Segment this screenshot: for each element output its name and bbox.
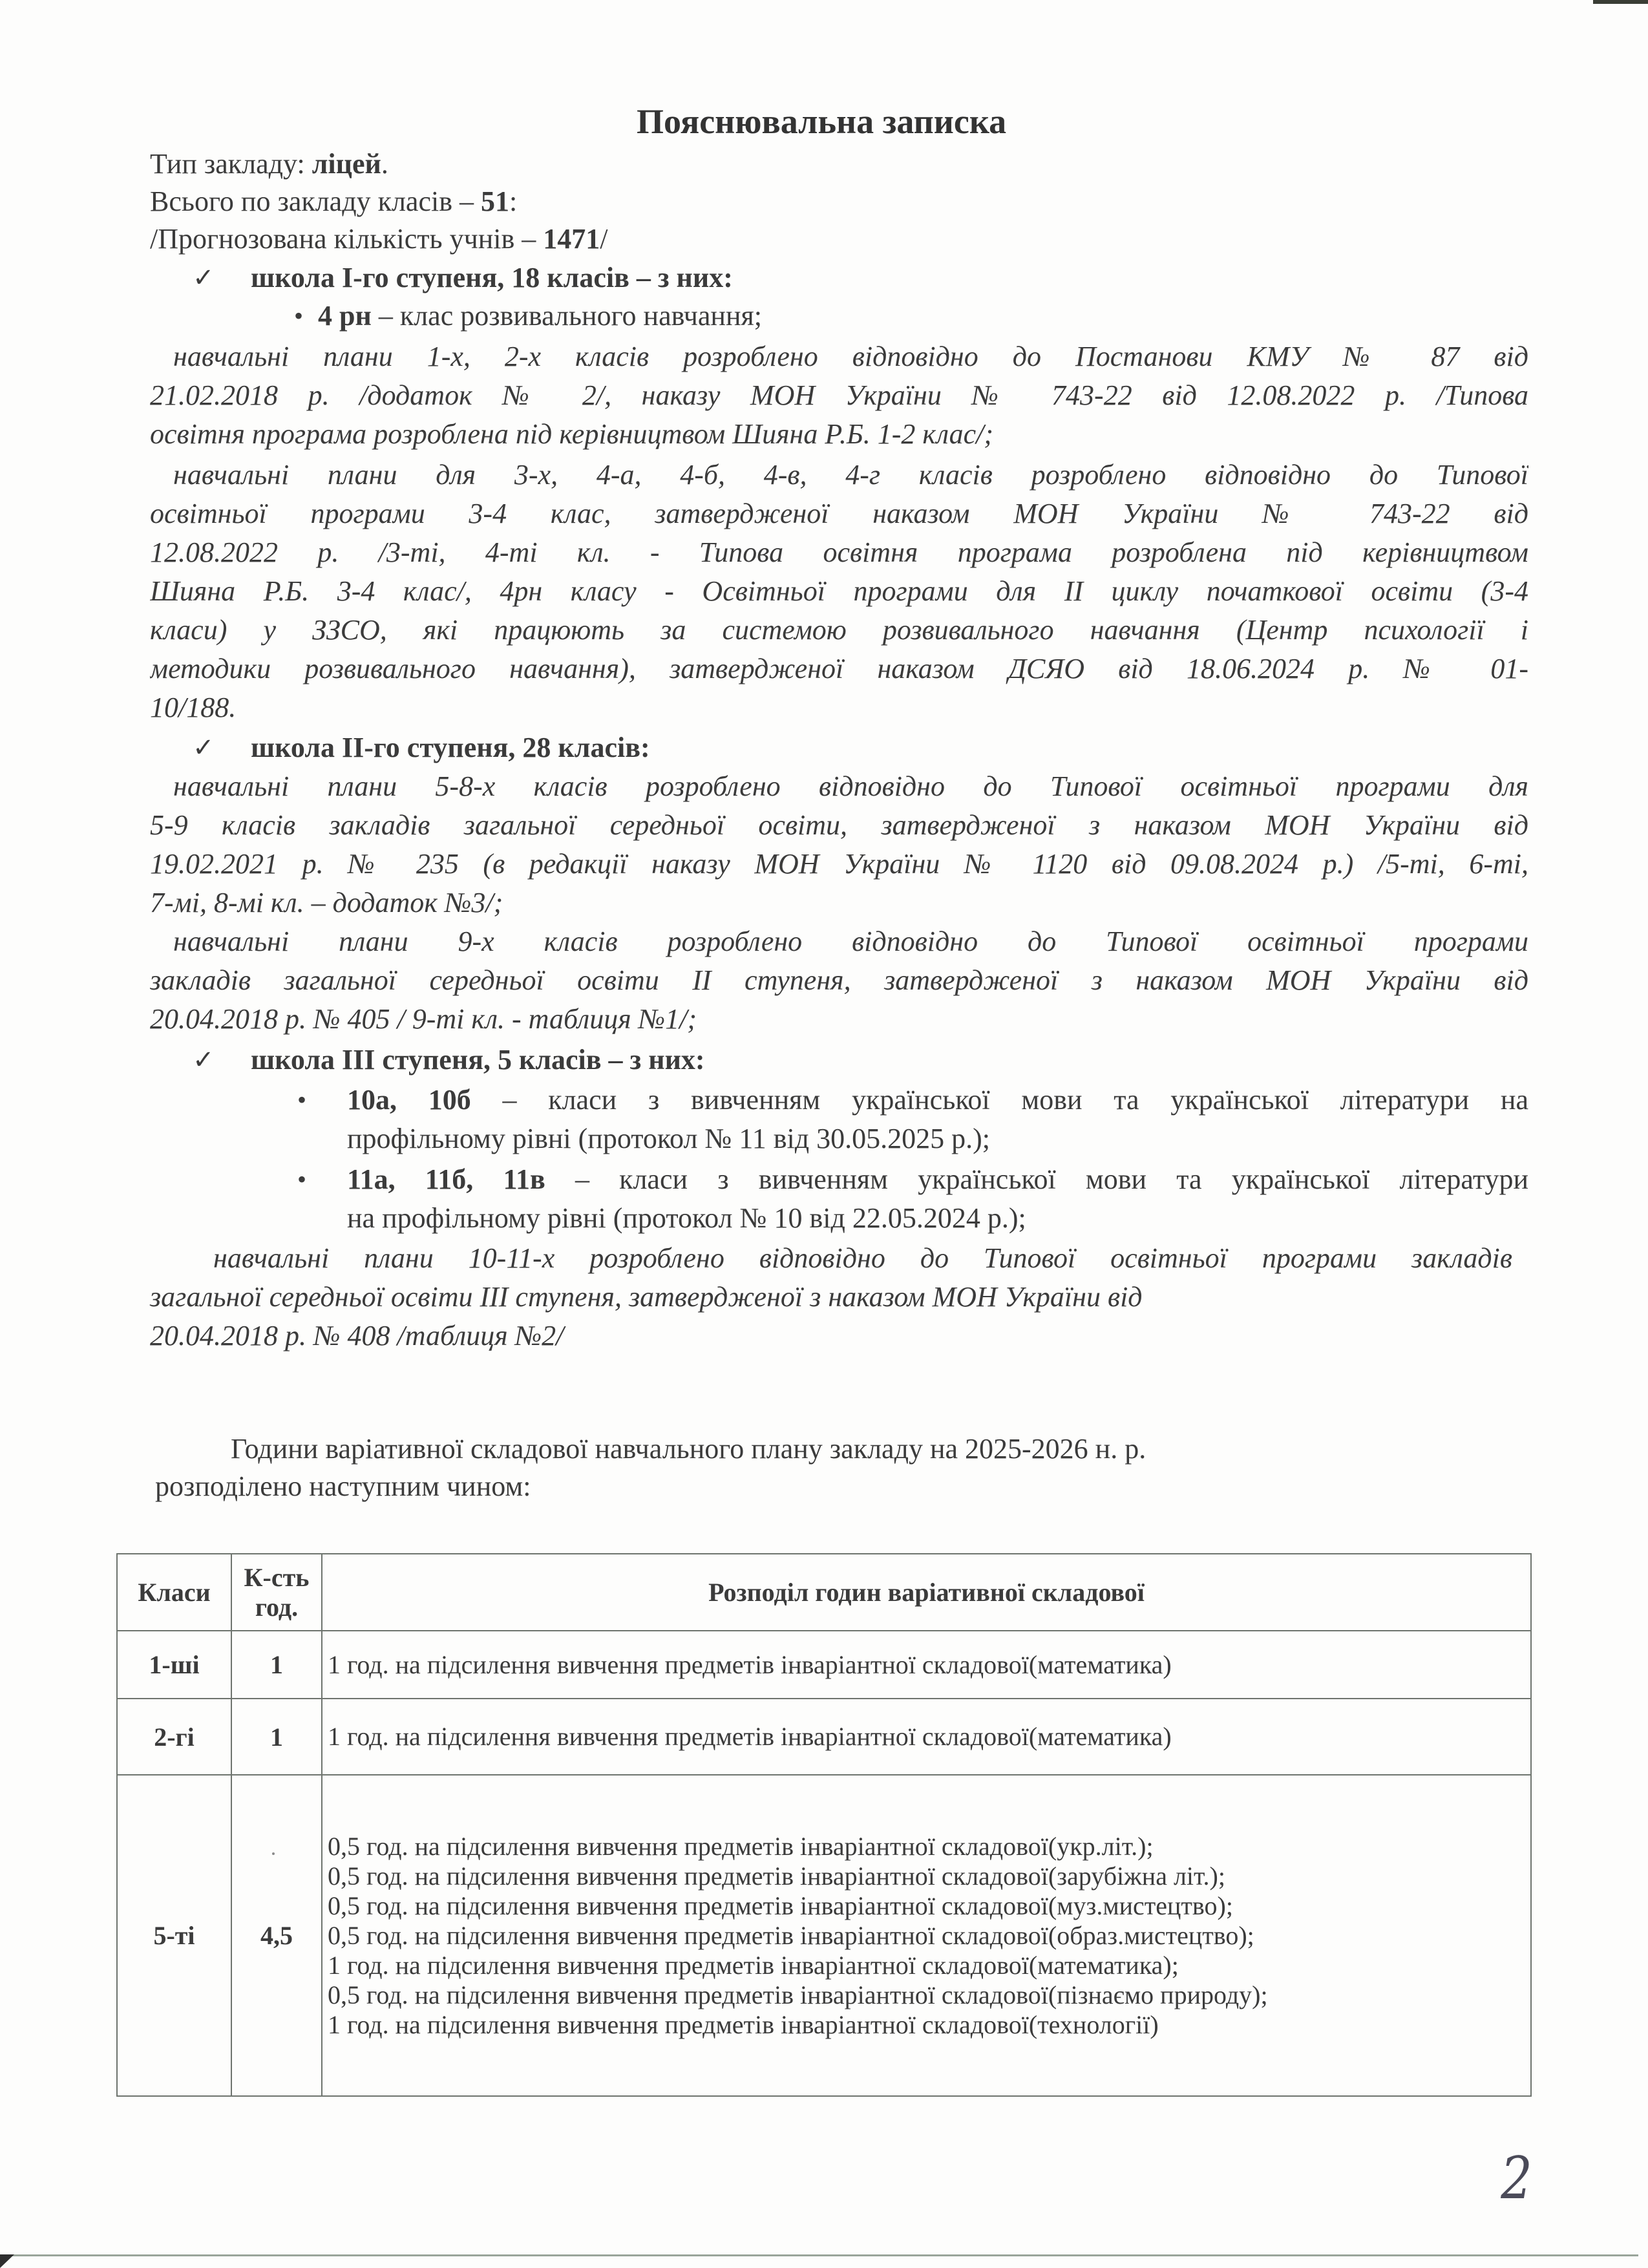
level2-p1-line-1: навчальні плани 5-8-х класів розроблено відповідно до Типової освітньої програми для bbox=[173, 770, 1528, 802]
handwritten-page-number: 2 bbox=[1501, 2145, 1532, 2212]
total-classes-value: 51 bbox=[481, 185, 509, 217]
level3-p-line-1: навчальні плани 10-11-х розроблено відповідно до Типової освітньої програми закладів bbox=[213, 1242, 1512, 1274]
distribution-line: 1 год. на підсилення вивчення предметів інваріантної складової(технології) bbox=[328, 2009, 1159, 2039]
level2-p1-line-3: 19.02.2021 р. № 235 (в редакції наказу МОН України № 1120 від 09.08.2024 р.) /5-ті, 6-ті, bbox=[150, 848, 1528, 880]
checkmark-icon: ✓ bbox=[193, 733, 215, 762]
table-row bbox=[117, 1699, 1531, 1775]
level1-heading: школа І-го ступеня, 18 класів – з них: bbox=[251, 262, 733, 293]
level2-p1-line-4: 7-мі, 8-мі кл. – додаток №3/; bbox=[150, 887, 503, 918]
distribution-line: 1 год. на підсилення вивчення предметів інваріантної складової(математика); bbox=[328, 1950, 1179, 1980]
distribution-line: 0,5 год. на підсилення вивчення предметів інваріантної складової(пізнаємо природу); bbox=[328, 1980, 1268, 2009]
variative-hours-table bbox=[116, 1553, 1532, 2097]
level3-bullet-2-line-2: на профільному рівні (протокол № 10 від 22.05.2024 р.); bbox=[347, 1202, 1026, 1234]
row-classes: 2-гі bbox=[117, 1699, 231, 1775]
level1-p2-line-5: класи) у ЗЗСО, які працюють за системою розвивального навчання (Центр психології і bbox=[150, 614, 1528, 646]
level1-p2-line-1: навчальні плани для 3-х, 4-а, 4-б, 4-в, 4-г класів розроблено відповідно до Типової bbox=[173, 459, 1528, 491]
header-hours bbox=[231, 1554, 322, 1631]
checkmark-icon: ✓ bbox=[193, 263, 215, 292]
bullet-icon: • bbox=[297, 1165, 307, 1194]
page-title: Пояснювальна записка bbox=[637, 102, 1007, 141]
scan-edge-top bbox=[1593, 0, 1648, 4]
level1-bullet-1-class: 4 рн bbox=[318, 300, 372, 332]
header-hours-line-2: год. bbox=[255, 1592, 299, 1622]
header-distribution: Розподіл годин варіативної складової bbox=[322, 1554, 1531, 1631]
table-header-row bbox=[117, 1554, 1531, 1631]
projected-students-label: /Прогнозована кількість учнів – bbox=[150, 223, 544, 255]
school-type-suffix: . bbox=[381, 148, 388, 180]
intro-line-2: розподілено наступним чином: bbox=[155, 1470, 531, 1502]
level1-p1-line-1: навчальні плани 1-х, 2-х класів розроблено відповідно до Постанови КМУ № 87 від bbox=[173, 341, 1528, 372]
projected-students-value: 1471 bbox=[543, 223, 600, 255]
level1-bullet-1 bbox=[318, 299, 762, 333]
level3-bullet-1-text: – класи з вивченням української мови та української літератури на bbox=[470, 1084, 1528, 1116]
total-classes-suffix: : bbox=[509, 185, 518, 217]
level3-bullet-2-class: 11а, 11б, 11в bbox=[347, 1163, 545, 1195]
school-type bbox=[150, 147, 388, 181]
header-classes: Класи bbox=[117, 1554, 231, 1631]
intro-line-1: Години варіативної складової навчального плану закладу на 2025-2026 н. р. bbox=[231, 1433, 1146, 1465]
level2-p2-line-1: навчальні плани 9-х класів розроблено відповідно до Типової освітньої програми bbox=[173, 926, 1528, 957]
level2-p2-line-2: закладів загальної середньої освіти ІІ ступеня, затвердженої з наказом МОН України від bbox=[150, 964, 1528, 996]
row-hours: 1 bbox=[231, 1699, 322, 1775]
row-hours: 4,5 bbox=[231, 1775, 322, 2096]
level2-heading: школа ІІ-го ступеня, 28 класів: bbox=[251, 732, 650, 763]
distribution-line: 0,5 год. на підсилення вивчення предметів інваріантної складової(зарубіжна літ.); bbox=[328, 1861, 1225, 1891]
level1-p2-line-2: освітньої програми 3-4 клас, затвердженої наказом МОН України № 743-22 від bbox=[150, 498, 1528, 529]
distribution-line: 0,5 год. на підсилення вивчення предметів інваріантної складової(муз.мистецтво); bbox=[328, 1891, 1233, 1920]
scan-speck bbox=[272, 1852, 275, 1855]
row-distribution: 1 год. на підсилення вивчення предметів інваріантної складової(математика) bbox=[322, 1699, 1531, 1775]
level1-p2-line-4: Шияна Р.Б. 3-4 клас/, 4рн класу - Освітньої програми для ІІ циклу початкової освіти (3-4 bbox=[150, 575, 1528, 607]
level3-bullet-1-line-2: профільному рівні (протокол № 11 від 30.05.2025 р.); bbox=[347, 1123, 991, 1154]
school-type-label: Тип закладу: bbox=[150, 148, 312, 180]
level1-bullet-1-text: – клас розвивального навчання; bbox=[371, 300, 762, 332]
level2-p2-line-3: 20.04.2018 р. № 405 / 9-ті кл. - таблиця №1/; bbox=[150, 1003, 697, 1035]
level1-p2-line-6: методики розвивального навчання), затвердженої наказом ДСЯО від 18.06.2024 р. № 01- bbox=[150, 653, 1528, 684]
school-type-value: ліцей bbox=[312, 148, 381, 180]
table-row bbox=[117, 1775, 1531, 2096]
level3-bullet-2-text: – класи з вивченням української мови та української літератури bbox=[545, 1163, 1528, 1195]
level1-p1-line-2: 21.02.2018 р. /додаток № 2/, наказу МОН України № 743-22 від 12.08.2022 р. /Типова bbox=[150, 379, 1528, 411]
level1-p1-line-3: освітня програма розроблена під керівництвом Шияна Р.Б. 1-2 клас/; bbox=[150, 418, 994, 450]
table-row bbox=[117, 1631, 1531, 1699]
level3-bullet-1-line-1 bbox=[347, 1083, 1528, 1117]
projected-students-suffix: / bbox=[600, 223, 608, 255]
level2-p1-line-2: 5-9 класів закладів загальної середньої освіти, затвердженої з наказом МОН України від bbox=[150, 809, 1528, 841]
bullet-icon: • bbox=[294, 301, 304, 330]
level3-heading: школа ІІІ ступеня, 5 класів – з них: bbox=[251, 1044, 705, 1076]
level3-bullet-1-class: 10а, 10б bbox=[347, 1084, 471, 1116]
bullet-icon: • bbox=[297, 1085, 307, 1114]
row-distribution: 1 год. на підсилення вивчення предметів інваріантної складової(математика) bbox=[322, 1631, 1531, 1699]
level3-p-line-3: 20.04.2018 р. № 408 /таблиця №2/ bbox=[150, 1320, 564, 1351]
scan-edge-bottom bbox=[0, 2254, 1638, 2256]
total-classes-label: Всього по закладу класів – bbox=[150, 185, 481, 217]
header-hours-line-1: К-сть bbox=[244, 1562, 310, 1592]
level1-p2-line-7: 10/188. bbox=[150, 692, 237, 723]
level3-p-line-2: загальної середньої освіти ІІІ ступеня, затвердженої з наказом МОН України від bbox=[150, 1281, 1143, 1313]
row-hours: 1 bbox=[231, 1631, 322, 1699]
level3-bullet-2-line-1 bbox=[347, 1163, 1528, 1196]
projected-students bbox=[150, 222, 607, 256]
distribution-line: 0,5 год. на підсилення вивчення предметів інваріантної складової(укр.літ.); bbox=[328, 1831, 1154, 1861]
row-distribution bbox=[322, 1775, 1531, 2096]
level1-p2-line-3: 12.08.2022 р. /3-ті, 4-ті кл. - Типова освітня програма розроблена під керівництвом bbox=[150, 536, 1528, 568]
total-classes bbox=[150, 185, 517, 218]
checkmark-icon: ✓ bbox=[193, 1045, 215, 1074]
distribution-line: 0,5 год. на підсилення вивчення предметів інваріантної складової(образ.мистецтво); bbox=[328, 1920, 1254, 1950]
row-classes: 1-ші bbox=[117, 1631, 231, 1699]
row-classes: 5-ті bbox=[117, 1775, 231, 2096]
scan-corner bbox=[0, 2254, 14, 2268]
